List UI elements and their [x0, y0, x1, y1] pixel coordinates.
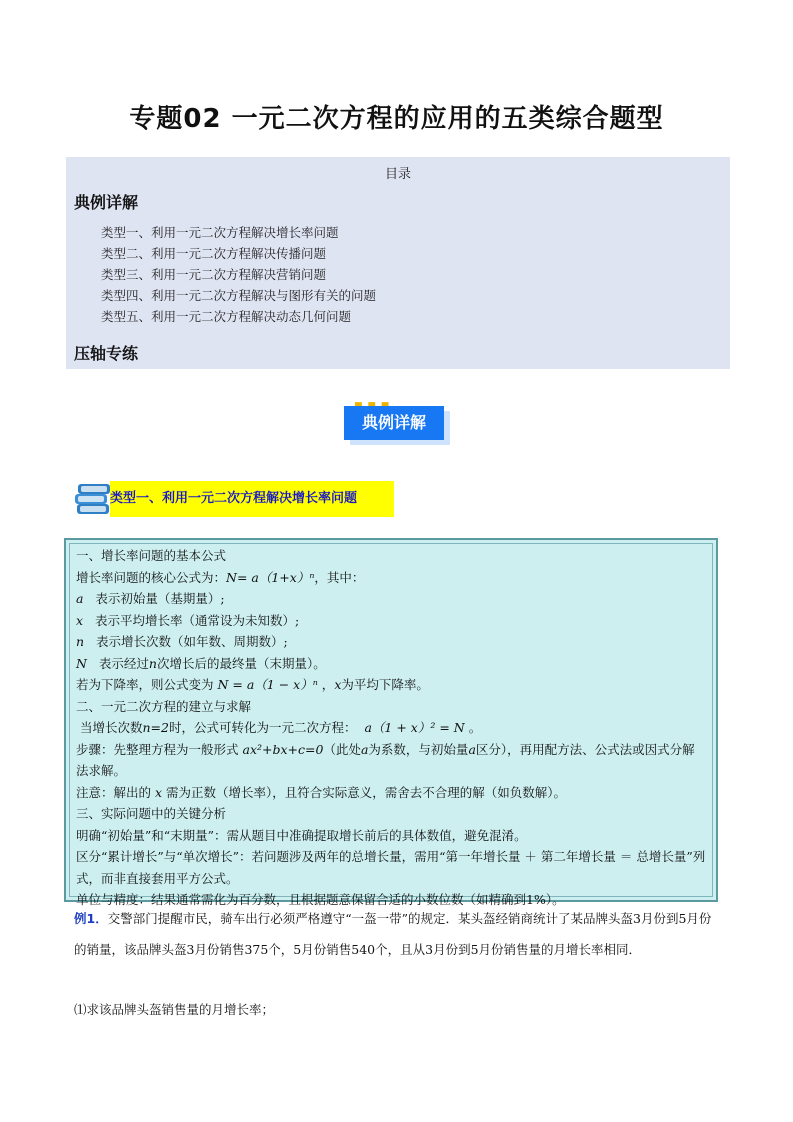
- table-of-contents: [66, 157, 730, 369]
- badge-label: 典例详解: [344, 406, 444, 440]
- example-text: 交警部门提醒市民，骑车出行必须严格遵守“一盔一带”的规定．某头盔经销商统计了某品牌头盔3月份到5月份的销量，该品牌头盔3月份销售375个，5月份销售540个，且从3月份到5月份销售量的月增长率相同．: [74, 911, 712, 957]
- knowledge-line: 注意：解出的 x 需为正数（增长率），且符合实际意义，需舍去不合理的解（如负数解）。: [76, 784, 567, 800]
- knowledge-line: 三、实际问题中的关键分析: [76, 806, 227, 821]
- knowledge-line: x 表示平均增长率（通常设为未知数）;: [76, 612, 300, 628]
- knowledge-line: 增长率问题的核心公式为：N= a（1+x）ⁿ，其中：: [76, 569, 365, 585]
- knowledge-line: a 表示初始量（基期量）;: [76, 591, 225, 606]
- knowledge-content: [69, 543, 713, 907]
- knowledge-line: N 表示经过n次增长后的最终量（末期量）。: [76, 655, 326, 671]
- toc-item-4[interactable]: 类型四、利用一元二次方程解决与图形有关的问题: [101, 288, 377, 303]
- section-badge: [344, 401, 450, 447]
- knowledge-line: 一、增长率问题的基本公式: [76, 548, 227, 563]
- knowledge-line: 步骤：先整理方程为一般形式 ax²+bx+c=0（此处a为系数，与初始量a区分），再用配方法、公式法或因式分解法求解。: [76, 741, 695, 778]
- toc-section-examples[interactable]: 典例详解: [74, 193, 139, 212]
- type1-title: 类型一、利用一元二次方程解决增长率问题: [110, 481, 394, 517]
- type1-heading: [74, 478, 394, 520]
- toc-item-1[interactable]: 类型一、利用一元二次方程解决增长率问题: [101, 225, 339, 240]
- knowledge-line: 二、一元二次方程的建立与求解: [76, 698, 252, 714]
- example-label: 例1．: [74, 911, 108, 926]
- example-1: [74, 903, 720, 965]
- toc-item-5[interactable]: 类型五、利用一元二次方程解决动态几何问题: [101, 309, 352, 324]
- knowledge-box: [64, 538, 718, 907]
- knowledge-line: 若为下降率，则公式变为 N = a（1 − x）ⁿ ，x为平均下降率。: [76, 677, 429, 692]
- toc-section-practice[interactable]: 压轴专练: [74, 344, 139, 363]
- knowledge-line: 当增长次数n=2时，公式可转化为一元二次方程： a（1 + x）² = N 。: [79, 720, 482, 735]
- knowledge-line: 区分“累计增长”与“单次增长”：若问题涉及两年的总增长量，需用“第一年增长量 ＋ 第二年增长量 ＝ 总增长量”列式，而非直接套用平方公式。: [76, 849, 706, 886]
- toc-item-2[interactable]: 类型二、利用一元二次方程解决传播问题: [101, 246, 327, 261]
- knowledge-line: 明确“初始量”和“末期量”：需从题目中准确提取增长前后的具体数值，避免混淆。: [76, 827, 527, 843]
- toc-item-3[interactable]: 类型三、利用一元二次方程解决营销问题: [101, 267, 327, 282]
- knowledge-line: 单位与精度：结果通常需化为百分数，且根据题意保留合适的小数位数（如精确到1%）。: [76, 892, 565, 907]
- example-question-1: ⑴求该品牌头盔销售量的月增长率；: [74, 1002, 275, 1017]
- books-icon: [74, 482, 112, 518]
- page-title: 专题02 一元二次方程的应用的五类综合题型: [129, 104, 664, 134]
- toc-heading: 目录: [384, 167, 411, 182]
- knowledge-line: n 表示增长次数（如年数、周期数）;: [76, 634, 288, 649]
